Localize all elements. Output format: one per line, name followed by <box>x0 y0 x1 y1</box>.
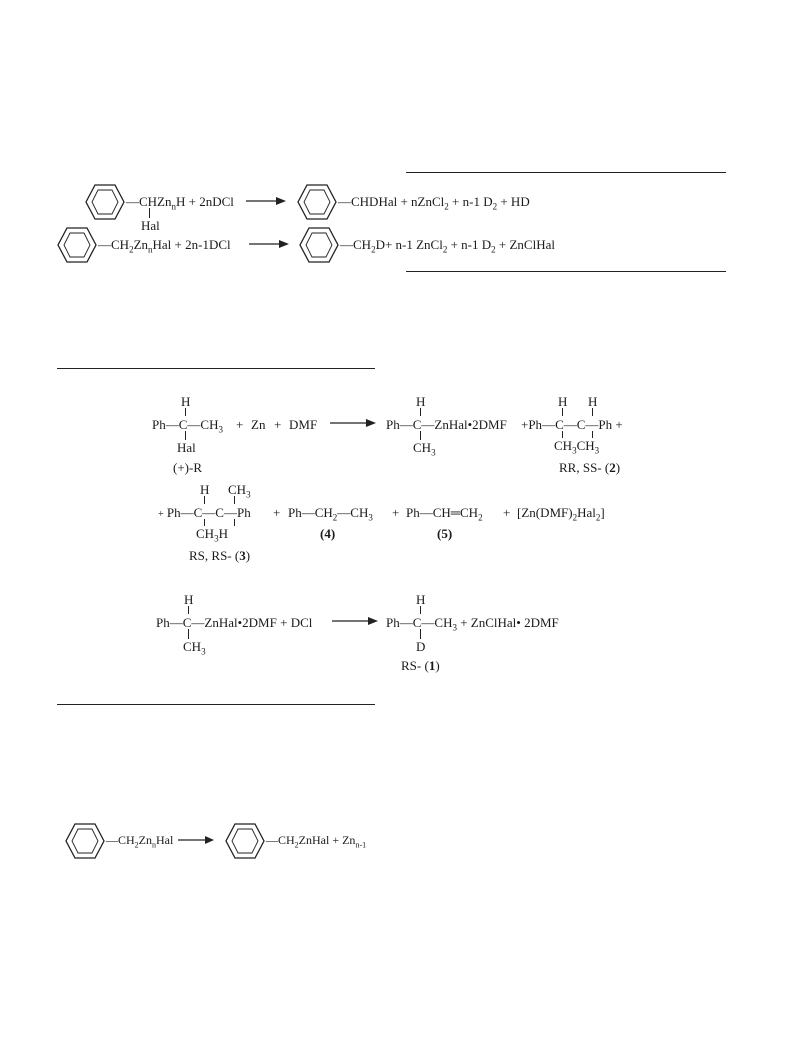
bond <box>420 431 421 440</box>
reaction-arrow-icon <box>330 419 376 427</box>
methyl: $CH_3$ <box>413 440 436 458</box>
atom-H: H <box>558 394 568 409</box>
reaction-arrow-icon <box>178 836 214 844</box>
label-4: (4) <box>320 526 336 541</box>
plus-sign: + <box>273 505 281 520</box>
benzene-ring-icon <box>56 226 98 264</box>
atom-H: H <box>416 394 426 409</box>
zinc-complex: $[Zn(DMF)_2Hal_2]$ <box>517 505 605 523</box>
bond <box>592 431 593 438</box>
dimer-rs: + Ph—C—C—Ph <box>158 505 251 520</box>
dimer-rr-ss: +Ph—C—C—Ph + <box>521 417 623 432</box>
reactant-formula: $Ph—C—CH_3$ <box>152 417 223 435</box>
middle-rule-2 <box>57 704 375 705</box>
dmf: DMF <box>289 417 318 432</box>
deuterated-product: $Ph—C—CH_3$ + ZnClHal• 2DMF <box>386 615 559 633</box>
label-rr-ss: RR, SS- (2) <box>559 460 621 475</box>
atom-H: H <box>200 482 210 497</box>
top-rule-1 <box>406 172 726 173</box>
bond <box>185 431 186 440</box>
scheme1-r2-right: $—CH_2D+ n-1$ ZnCl$_2$ + n-1 $D_2$ + ZnClHal <box>340 237 555 255</box>
styrene: $Ph—CH═CH_2$ <box>406 505 483 523</box>
label-rs-rs: RS, RS- (3) <box>189 548 251 563</box>
bond <box>185 408 186 416</box>
bond <box>562 408 563 416</box>
label-plus-R: (+)-R <box>173 460 202 475</box>
dimer-rs-bottom: $CH_3H$ <box>196 526 228 544</box>
methyl-top: $CH_3$ <box>228 482 251 500</box>
bond <box>420 629 421 639</box>
atom-Hal: Hal <box>177 440 196 455</box>
bond <box>562 431 563 438</box>
label-rs-1: RS- (1) <box>401 658 440 673</box>
bond <box>188 606 189 614</box>
organozinc-reactant: Ph—C—ZnHal•2DMF + DCl <box>156 615 313 630</box>
atom-H: H <box>181 394 191 409</box>
bond <box>592 408 593 416</box>
scheme1-r1-left: —CHZn$_n$H + 2nDCl <box>126 194 234 212</box>
dimer-methyls: $CH_3CH_3$ <box>554 438 600 456</box>
organozinc-product: Ph—C—ZnHal•2DMF <box>386 417 507 432</box>
bond <box>420 408 421 416</box>
plus-sign: + <box>274 417 282 432</box>
bond <box>149 208 150 218</box>
atom-H: H <box>588 394 598 409</box>
atom-D: D <box>416 639 426 654</box>
reaction-arrow-icon <box>246 197 286 205</box>
scheme3-left: $—CH_2Zn_nHal$ <box>106 833 174 850</box>
plus-sign: + <box>236 417 244 432</box>
benzene-ring-icon <box>64 822 106 860</box>
reaction-arrow-icon <box>332 617 378 625</box>
zinc: Zn <box>251 417 266 432</box>
scheme1-r1-right: —CHDHal + nZnCl$_2$ + n-1 $D_2$ + HD <box>338 194 530 212</box>
benzene-ring-icon <box>84 183 126 221</box>
bond <box>188 629 189 639</box>
benzene-ring-icon <box>298 226 340 264</box>
bond <box>234 496 235 504</box>
label-5: (5) <box>437 526 453 541</box>
plus-sign: + <box>392 505 400 520</box>
benzene-ring-icon <box>224 822 266 860</box>
scheme1-r2-left: $—CH_2Zn_nHal + 2n-1DCl$ <box>98 237 231 255</box>
bond <box>204 519 205 526</box>
plus-sign: + <box>503 505 511 520</box>
atom-H: H <box>416 592 426 607</box>
bond <box>420 606 421 614</box>
bond <box>204 496 205 504</box>
bond <box>234 519 235 526</box>
ethylbenzene: $Ph—CH_2—CH_3$ <box>288 505 373 523</box>
scheme3-right: $—CH_2ZnHal + Zn_{n-1}$ <box>266 833 367 850</box>
atom-H: H <box>184 592 194 607</box>
methyl: $CH_3$ <box>183 639 206 657</box>
benzene-ring-icon <box>296 183 338 221</box>
top-rule-2 <box>406 271 726 272</box>
scheme1-r1-hal: Hal <box>141 218 160 233</box>
middle-rule-1 <box>57 368 375 369</box>
reaction-arrow-icon <box>249 240 289 248</box>
